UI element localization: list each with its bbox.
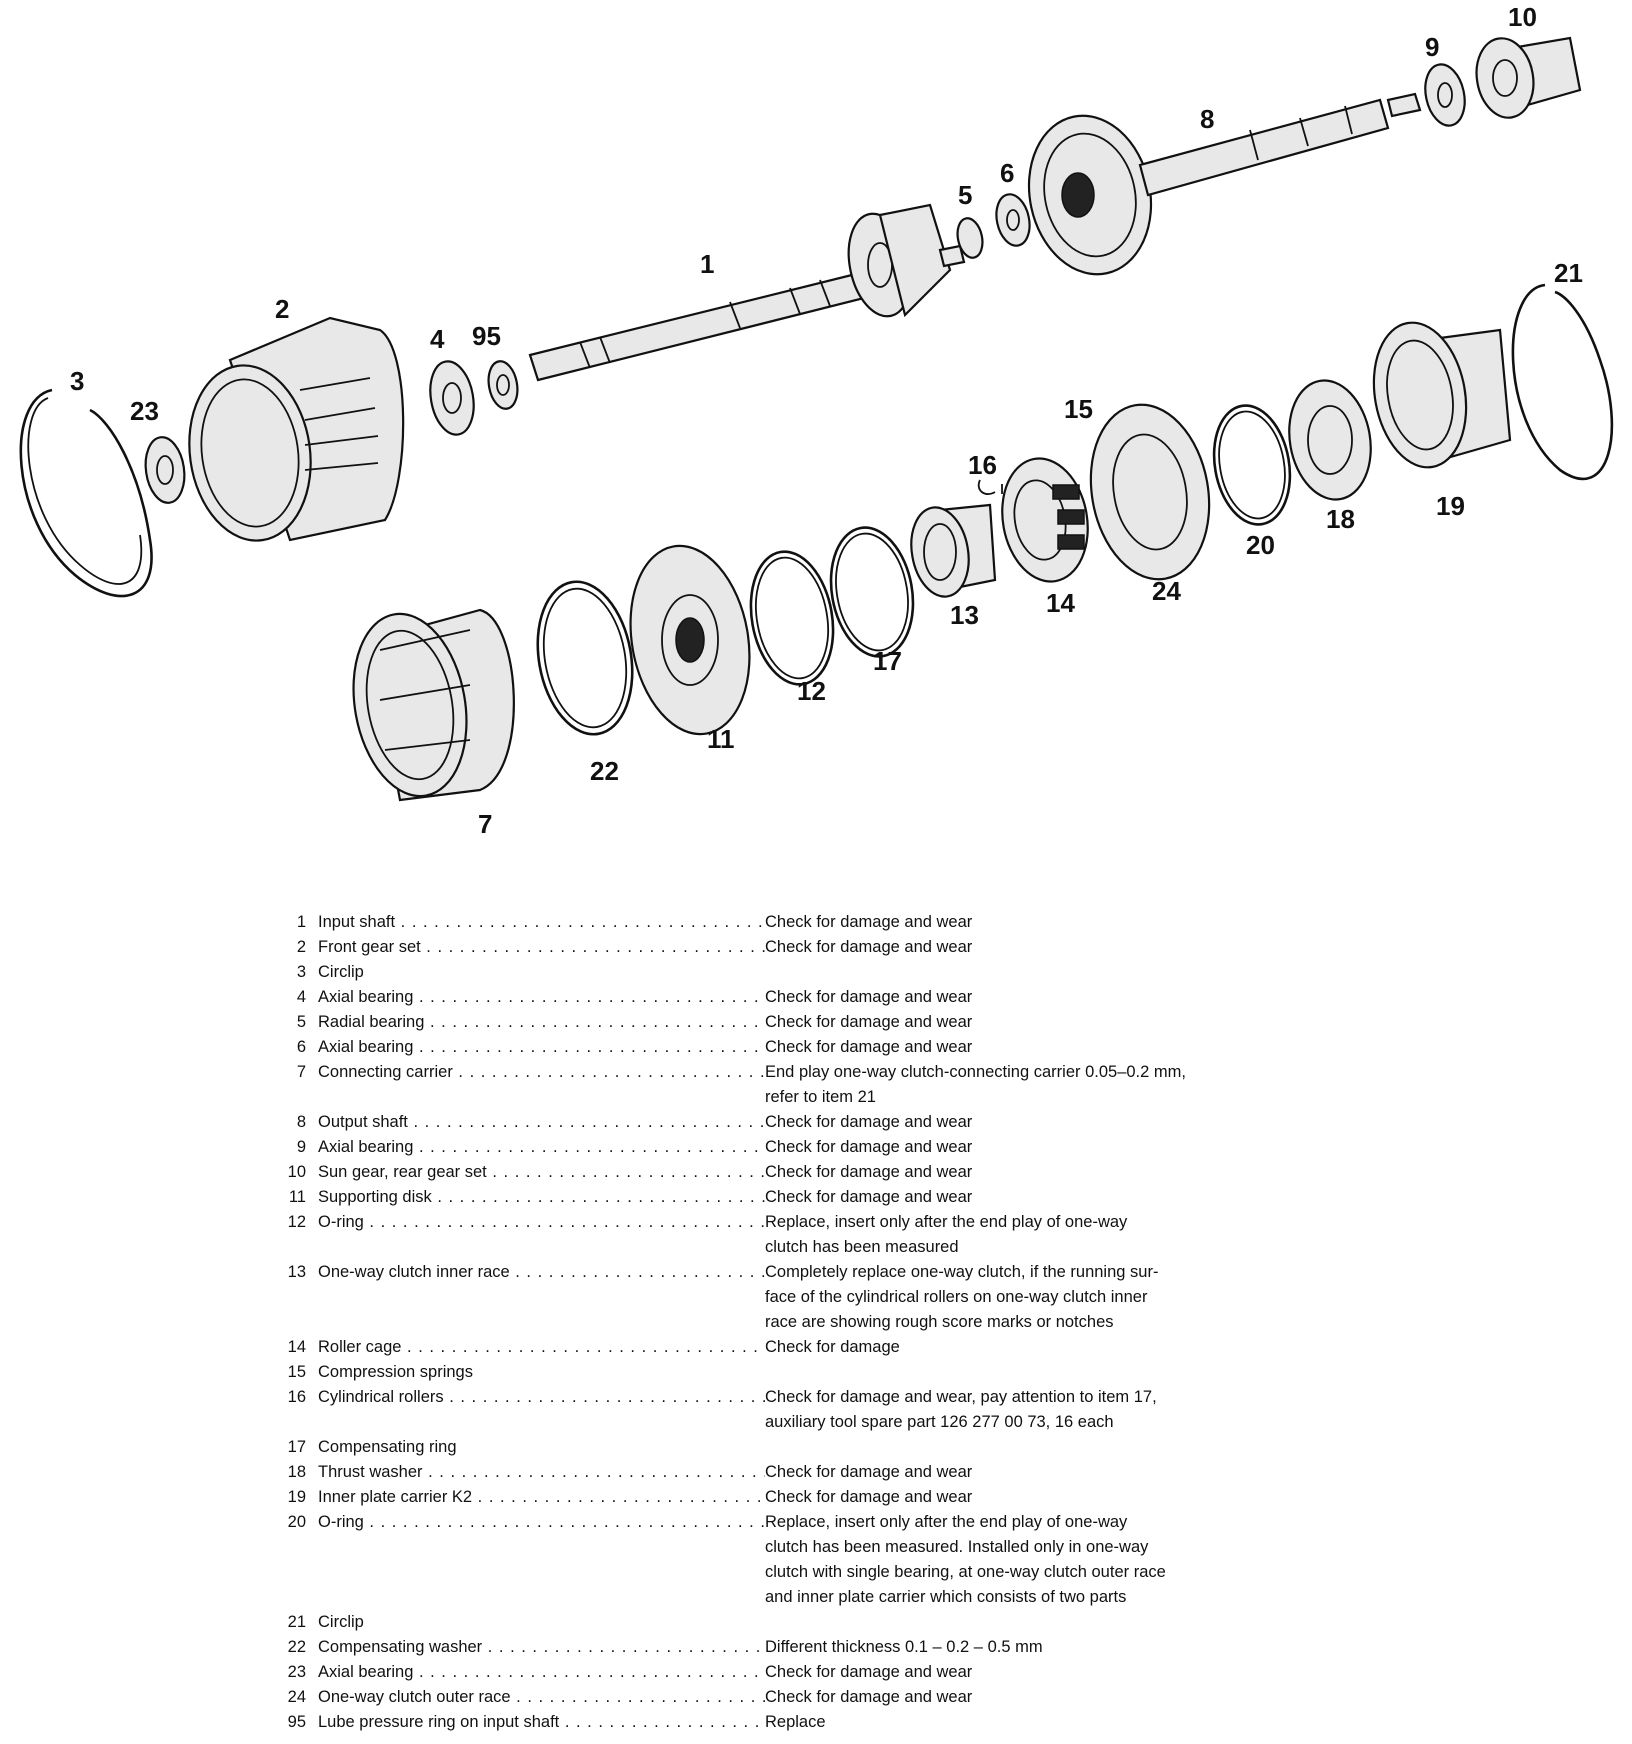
legend-description-line: Check for damage and wear [765, 913, 973, 931]
legend-item-number: 13 [287, 1263, 306, 1281]
part-7-connecting-carrier [340, 605, 514, 805]
part-19-inner-plate-carrier [1363, 315, 1510, 474]
legend-row [270, 1435, 1570, 1460]
part-6-axial-bearing [992, 191, 1034, 249]
callout-9: 9 [1425, 32, 1440, 62]
legend-item-name: Axial bearing . . . [318, 1135, 765, 1160]
legend-row [270, 910, 1570, 935]
callout-6: 6 [1000, 158, 1015, 188]
part-21-circlip [1513, 285, 1612, 479]
callout-3: 3 [70, 366, 85, 396]
callout-21: 21 [1554, 258, 1583, 288]
legend-item-number: 15 [287, 1363, 306, 1381]
legend-row [270, 1635, 1570, 1660]
legend-item-name: Axial bearing . . . [318, 985, 765, 1010]
legend-description-line: Check for damage [765, 1338, 900, 1356]
legend-row [270, 1135, 1570, 1160]
legend-item-name: Axial bearing . . . [318, 1660, 765, 1685]
legend-item-name: One-way clutch outer race . . . [318, 1685, 765, 1710]
legend-item-description [765, 1360, 1570, 1385]
legend-item-name: Cylindrical rollers . . . [318, 1385, 765, 1435]
legend-row [270, 1685, 1570, 1710]
part-4-axial-bearing [425, 358, 479, 438]
legend-description-line: Check for damage and wear [765, 1163, 973, 1181]
legend-item-number: 6 [296, 1038, 306, 1056]
callout-5: 5 [958, 180, 973, 210]
legend-item-description [765, 1610, 1570, 1635]
legend-item-description [765, 1010, 1570, 1035]
legend-row [270, 1160, 1570, 1185]
callout-20: 20 [1246, 530, 1275, 560]
legend-item-description [765, 1035, 1570, 1060]
callout-4: 4 [430, 324, 445, 354]
legend-item-number: 17 [287, 1438, 306, 1456]
legend-description-line: Different thickness 0.1 – 0.2 – 0.5 mm [765, 1638, 1043, 1656]
legend-item-name: Lube pressure ring on input shaft . . . [318, 1710, 765, 1735]
part-14-roller-cage [993, 452, 1097, 589]
legend-description-line: Replace, insert only after the end play of one-way [765, 1513, 1128, 1531]
legend-item-description [765, 1110, 1570, 1135]
legend-item-description [765, 1135, 1570, 1160]
legend-description-line: race are showing rough score marks or notches [765, 1313, 1114, 1331]
callout-18: 18 [1326, 504, 1355, 534]
callout-19: 19 [1436, 491, 1465, 521]
legend-description-line: Check for damage and wear [765, 1688, 973, 1706]
legend-item-name: Front gear set . . . [318, 935, 765, 960]
legend-item-name: Compression springs [318, 1363, 473, 1381]
legend-description-line: and inner plate carrier which consists of two parts [765, 1588, 1127, 1606]
legend-item-description [765, 1260, 1570, 1335]
legend-item-description [765, 1210, 1570, 1260]
legend-row [270, 1385, 1570, 1435]
legend-item-name: Sun gear, rear gear set . . . [318, 1160, 765, 1185]
legend-item-number: 2 [296, 938, 306, 956]
legend-description-line: clutch has been measured. Installed only in one-way [765, 1538, 1149, 1556]
legend-item-description [765, 1335, 1570, 1360]
callout-13: 13 [950, 600, 979, 630]
legend-item-name: O-ring . . . [318, 1510, 765, 1610]
part-13-inner-race [905, 503, 995, 601]
legend-item-number: 1 [296, 913, 306, 931]
legend-description-line: Check for damage and wear [765, 988, 973, 1006]
legend-item-number: 9 [296, 1138, 306, 1156]
legend-item-description [765, 1510, 1570, 1610]
legend-row [270, 1035, 1570, 1060]
legend-item-description [765, 1485, 1570, 1510]
part-1-input-shaft [530, 205, 964, 380]
legend-description-line: auxiliary tool spare part 126 277 00 73, 16 each [765, 1413, 1114, 1431]
legend-description-line: clutch has been measured [765, 1238, 959, 1256]
callout-24: 24 [1152, 576, 1181, 606]
legend-item-number: 23 [287, 1663, 306, 1681]
legend-row [270, 1485, 1570, 1510]
legend-row [270, 935, 1570, 960]
legend-description-line: Replace [765, 1713, 826, 1731]
part-9-axial-bearing [1420, 61, 1470, 130]
legend-description-line: Check for damage and wear [765, 1113, 973, 1131]
legend-description-line: Check for damage and wear [765, 1663, 973, 1681]
legend-item-description [765, 1660, 1570, 1685]
part-11-supporting-disk [616, 536, 763, 743]
callout-15: 15 [1064, 394, 1093, 424]
legend-item-name: Inner plate carrier K2 . . . [318, 1485, 765, 1510]
callout-17: 17 [873, 646, 902, 676]
parts-legend [270, 910, 1570, 1735]
legend-item-number: 4 [296, 988, 306, 1006]
part-24-outer-race [1078, 395, 1223, 588]
legend-item-number: 3 [296, 963, 306, 981]
legend-description-line: Check for damage and wear, pay attention to item 17, [765, 1388, 1157, 1406]
legend-row [270, 1335, 1570, 1360]
part-95-lube-pressure-ring [485, 359, 521, 411]
legend-description-line: Completely replace one-way clutch, if the running sur- [765, 1263, 1159, 1281]
part-16-cylindrical-rollers [979, 480, 1002, 494]
legend-description-line: Check for damage and wear [765, 1038, 973, 1056]
legend-row [270, 985, 1570, 1010]
legend-description-line: Replace, insert only after the end play of one-way [765, 1213, 1128, 1231]
legend-item-name: Thrust washer . . . [318, 1460, 765, 1485]
legend-item-description [765, 1160, 1570, 1185]
part-2-front-gear-set [178, 318, 403, 548]
legend-row [270, 1710, 1570, 1735]
legend-item-description [765, 1385, 1570, 1435]
legend-row [270, 1510, 1570, 1610]
callout-23: 23 [130, 396, 159, 426]
legend-item-number: 11 [288, 1188, 306, 1206]
part-10-sun-gear [1470, 34, 1580, 123]
legend-description-line: Check for damage and wear [765, 1463, 973, 1481]
legend-item-number: 20 [287, 1513, 306, 1531]
legend-item-description [765, 960, 1570, 985]
legend-description-line: End play one-way clutch-connecting carrier 0.05–0.2 mm, [765, 1063, 1186, 1081]
legend-description-line: Check for damage and wear [765, 1488, 973, 1506]
legend-item-number: 12 [287, 1213, 306, 1231]
legend-item-number: 22 [287, 1638, 306, 1656]
legend-description-line: Check for damage and wear [765, 1188, 973, 1206]
legend-item-number: 14 [287, 1338, 306, 1356]
legend-item-description [765, 1685, 1570, 1710]
legend-item-name: Circlip [318, 963, 364, 981]
legend-item-number: 19 [287, 1488, 306, 1506]
legend-description-line: refer to item 21 [765, 1088, 876, 1106]
legend-item-number: 24 [287, 1688, 306, 1706]
callout-10: 10 [1508, 2, 1537, 32]
legend-item-name: Roller cage . . . [318, 1335, 765, 1360]
legend-item-description [765, 1060, 1570, 1110]
legend-item-name: Connecting carrier . . . [318, 1060, 765, 1110]
legend-item-number: 5 [296, 1013, 306, 1031]
callout-2: 2 [275, 294, 290, 324]
legend-item-description [765, 985, 1570, 1010]
callout-12: 12 [797, 676, 826, 706]
legend-row [270, 1110, 1570, 1135]
legend-item-name: Supporting disk . . . [318, 1185, 765, 1210]
callout-7: 7 [478, 809, 493, 839]
legend-item-name: Compensating washer . . . [318, 1635, 765, 1660]
legend-item-number: 21 [287, 1613, 306, 1631]
legend-description-line: clutch with single bearing, at one-way clutch outer race [765, 1563, 1166, 1581]
callout-16: 16 [968, 450, 997, 480]
legend-item-description [765, 910, 1570, 935]
callout-95: 95 [472, 321, 501, 351]
legend-description-line: Check for damage and wear [765, 1013, 973, 1031]
legend-row [270, 1260, 1570, 1335]
legend-row [270, 1185, 1570, 1210]
callout-22: 22 [590, 756, 619, 786]
legend-row [270, 1360, 1570, 1385]
legend-row [270, 1460, 1570, 1485]
legend-item-number: 8 [296, 1113, 306, 1131]
legend-item-name: Output shaft . . . [318, 1110, 765, 1135]
legend-item-name: Radial bearing . . . [318, 1010, 765, 1035]
legend-row [270, 1610, 1570, 1635]
legend-description-line: Check for damage and wear [765, 1138, 973, 1156]
legend-item-number: 16 [287, 1388, 306, 1406]
legend-item-number: 7 [296, 1063, 306, 1081]
legend-item-name: O-ring . . . [318, 1210, 765, 1260]
part-8-output-shaft [1015, 94, 1420, 286]
exploded-view-diagram [0, 0, 1632, 860]
callout-8: 8 [1200, 104, 1215, 134]
legend-item-description [765, 1460, 1570, 1485]
legend-item-name: Compensating ring [318, 1438, 457, 1456]
legend-row [270, 1210, 1570, 1260]
legend-item-number: 95 [287, 1713, 306, 1731]
legend-item-name: Circlip [318, 1613, 364, 1631]
legend-item-description [765, 935, 1570, 960]
callout-1: 1 [700, 249, 715, 279]
callout-11: 11 [707, 724, 735, 754]
legend-description-line: face of the cylindrical rollers on one-way clutch inner [765, 1288, 1148, 1306]
legend-item-number: 18 [287, 1463, 306, 1481]
legend-item-name: Input shaft . . . [318, 910, 765, 935]
legend-row [270, 1010, 1570, 1035]
legend-item-name: Axial bearing . . . [318, 1035, 765, 1060]
legend-item-name: One-way clutch inner race . . . [318, 1260, 765, 1335]
part-18-thrust-washer [1280, 374, 1380, 506]
legend-item-description [765, 1710, 1570, 1735]
legend-row [270, 960, 1570, 985]
legend-item-number: 10 [287, 1163, 306, 1181]
part-23-axial-bearing [142, 435, 189, 506]
legend-description-line: Check for damage and wear [765, 938, 973, 956]
legend-item-description [765, 1435, 1570, 1460]
callout-14: 14 [1046, 588, 1075, 618]
legend-item-description [765, 1185, 1570, 1210]
legend-item-description [765, 1635, 1570, 1660]
legend-row [270, 1060, 1570, 1110]
legend-row [270, 1660, 1570, 1685]
